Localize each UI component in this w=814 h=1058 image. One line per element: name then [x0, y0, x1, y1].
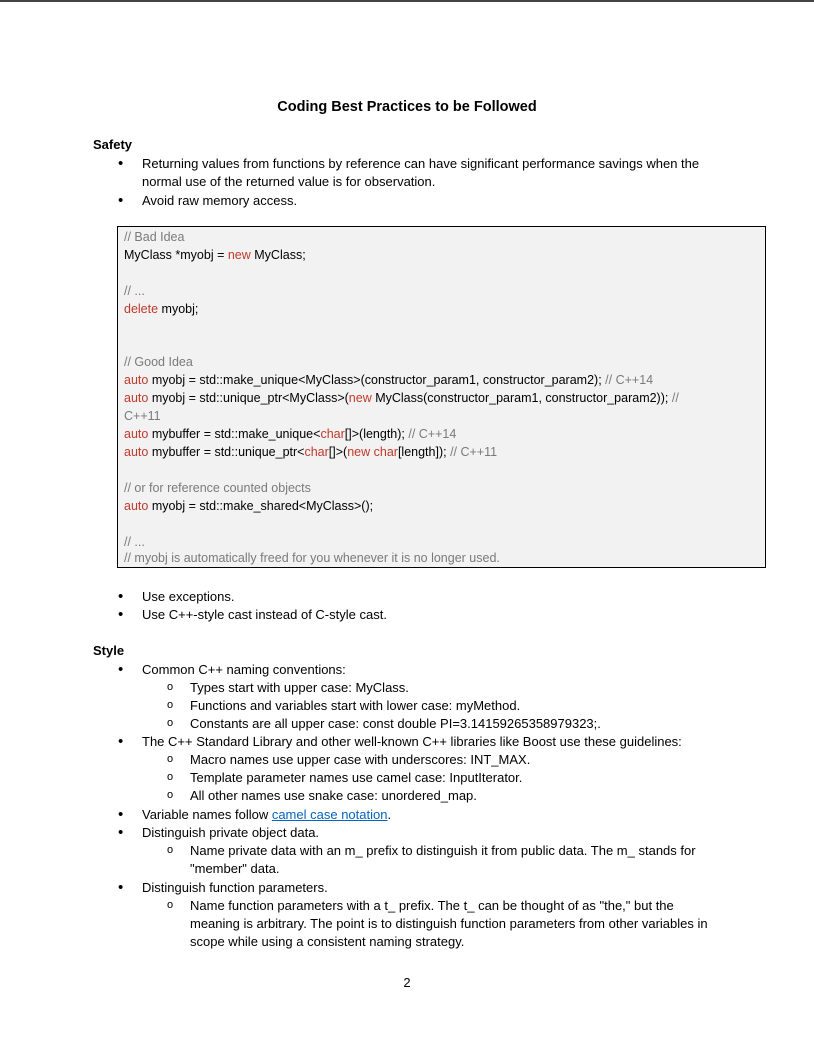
code-line: auto mybuffer = std::unique_ptr<char[]>(new char[length]); // C++11 [124, 445, 498, 459]
code-comment-refcount: // or for reference counted objects [124, 481, 311, 495]
safety-bullet-2: • Avoid raw memory access. [142, 192, 722, 210]
safety-heading: Safety [93, 137, 133, 152]
style-bullet-5: • Distinguish function parameters. [142, 879, 722, 897]
style-bullet-1: • Common C++ naming conventions: [142, 661, 722, 679]
code-comment-bad-idea: // Bad Idea [124, 230, 185, 244]
code-comment-freed: // myobj is automatically freed for you whenever it is no longer used. [124, 551, 500, 565]
style-heading: Style [93, 643, 125, 658]
code-line-wrap: C++11 [124, 409, 161, 423]
safety-bullet-3: • Use exceptions. [142, 588, 722, 606]
style-sub-bullet: o Functions and variables start with lower case: myMethod. [190, 697, 722, 715]
code-line: delete myobj; [124, 302, 199, 316]
style-sub-bullet: o Types start with upper case: MyClass. [190, 679, 722, 697]
style-sub-bullet: o Constants are all upper case: const double PI=3.14159265358979323;. [190, 715, 722, 733]
page-number: 2 [403, 975, 411, 990]
style-sub-bullet: o Name function parameters with a t_ prefix. The t_ can be thought of as "the," but the meaning is arbitrary. The point is to distinguish function parameters from other variables in scope while using a consistent naming strategy. [190, 897, 722, 951]
camel-case-link[interactable]: camel case notation [271, 807, 388, 822]
style-bullet-4: • Distinguish private object data. [142, 824, 722, 842]
code-line: MyClass *myobj = new MyClass; [124, 248, 306, 262]
code-comment-ellipsis: // ... [124, 284, 145, 298]
code-comment-good-idea: // Good Idea [124, 355, 193, 369]
code-comment-ellipsis: // ... [124, 535, 145, 549]
style-sub-bullet: o Template parameter names use camel case: InputIterator. [190, 769, 722, 787]
page-title: Coding Best Practices to be Followed [277, 99, 537, 115]
code-line: auto myobj = std::make_unique<MyClass>(constructor_param1, constructor_param2); // C++14 [124, 373, 654, 387]
style-sub-bullet: o Macro names use upper case with underscores: INT_MAX. [190, 751, 722, 769]
safety-bullet-1: • Returning values from functions by reference can have significant performance savings when the normal use of the returned value is for observation. [142, 155, 722, 191]
safety-bullet-4: • Use C++-style cast instead of C-style cast. [142, 606, 722, 624]
style-bullet-3: • Variable names follow camel case notation. [142, 806, 722, 824]
style-sub-bullet: o Name private data with an m_ prefix to distinguish it from public data. The m_ stands for "member" data. [190, 842, 722, 878]
code-line: auto myobj = std::make_shared<MyClass>(); [124, 499, 374, 513]
code-line: auto myobj = std::unique_ptr<MyClass>(new MyClass(constructor_param1, constructor_param2)); // [124, 391, 679, 405]
style-sub-bullet: o All other names use snake case: unordered_map. [190, 787, 722, 805]
code-line: auto mybuffer = std::make_unique<char[]>(length); // C++14 [124, 427, 457, 441]
page-top-border [0, 0, 814, 2]
code-block [117, 226, 766, 568]
style-bullet-2: • The C++ Standard Library and other well-known C++ libraries like Boost use these guidelines: [142, 733, 722, 751]
